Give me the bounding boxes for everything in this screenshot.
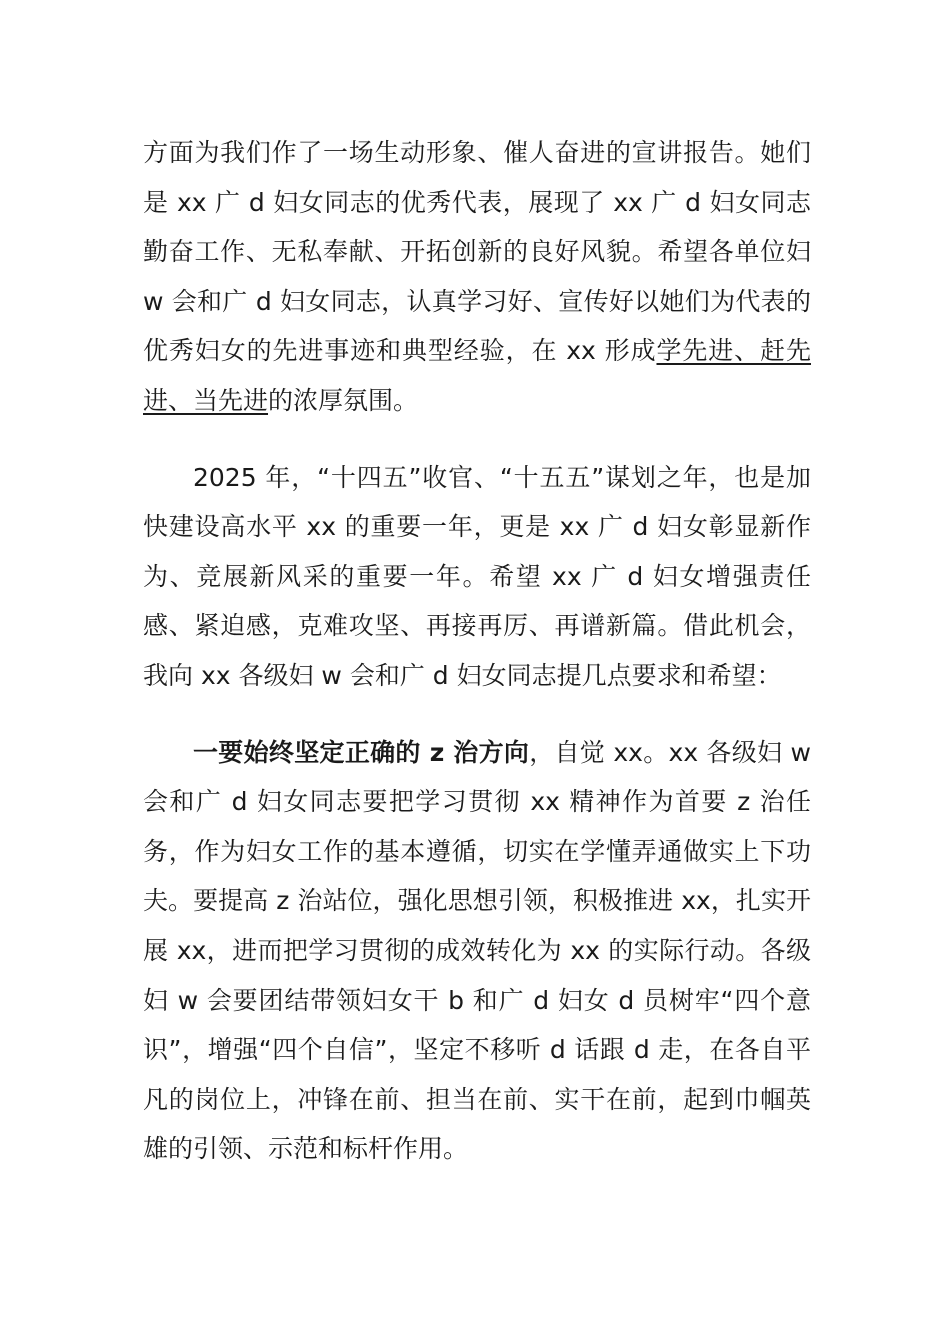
paragraph-text: 方面为我们作了一场生动形象、催人奋进的宣讲报告。她们是 xx 广 d 妇女同志的优秀代表，展现了 xx 广 d 妇女同志勤奋工作、无私奉献、开拓创新的良好风貌。希望各单位妇 w 会和广 d 妇女同志，认真学习好、宣传好以她们为代表的优秀妇女的先进事迹和典型经验，在 xx 形成	[143, 138, 811, 366]
paragraph-requirement-one	[143, 728, 811, 1174]
paragraph-text: ，自觉 xx。xx 各级妇 w 会和广 d 妇女同志要把学习贯彻 xx 精神作为首要 z 治任务，作为妇女工作的基本遵循，切实在学懂弄通做实上下功夫。要提高 z 治站位，强化思想引领，积极推进 xx，扎实开展 xx，进而把学习贯彻的成效转化为 xx 的实际行动。各级妇 w 会要团结带领妇女干 b 和广 d 妇女 d 员树牢“四个意识”，增强“四个自信”，坚定不移听 d 话跟 d 走，在各自平凡的岗位上，冲锋在前、担当在前、实干在前，起到巾帼英雄的引领、示范和标杆作用。	[143, 737, 811, 1164]
bold-heading-phrase: 一要始终坚定正确的 z 治方向	[193, 737, 530, 767]
document-body	[143, 128, 811, 1174]
paragraph-text: 2025 年，“十四五”收官、“十五五”谋划之年，也是加快建设高水平 xx 的重要一年，更是 xx 广 d 妇女彰显新作为、竞展新风采的重要一年。希望 xx 广 d 妇女增强责任感、紧迫感，克难攻坚、再接再厉、再谱新篇。借此机会，我向 xx 各级妇 w 会和广 d 妇女同志提几点要求和希望：	[143, 462, 811, 690]
paragraph-text: 的浓厚氛围。	[268, 385, 419, 415]
paragraph-continuation	[143, 128, 811, 426]
paragraph-2025	[143, 453, 811, 701]
underlined-phrase: 学先进、赶先进、当先进	[143, 336, 811, 415]
